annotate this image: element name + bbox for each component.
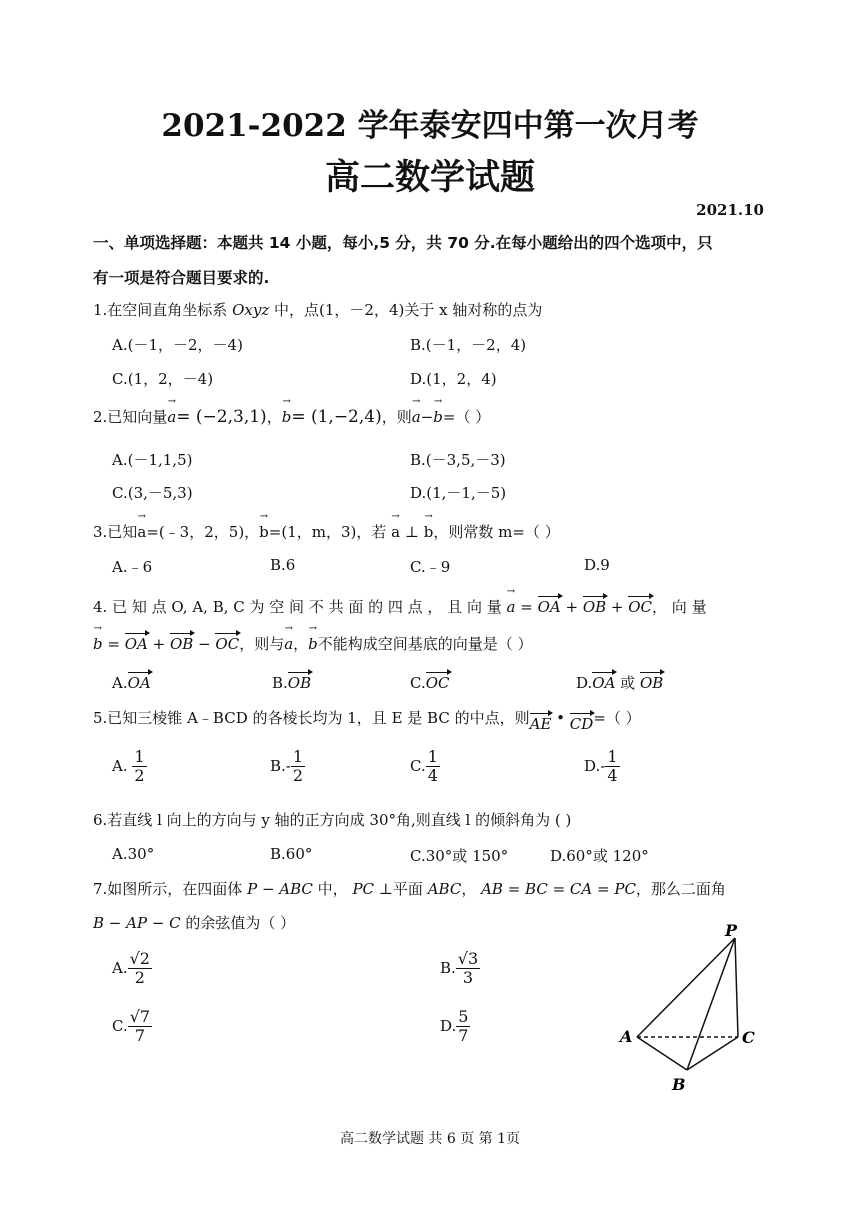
q1-coordinate-system: Oxyz: [232, 301, 270, 319]
q4-stem-c: ，则与: [239, 635, 285, 653]
edge-ab: [637, 1037, 687, 1070]
question-7-option-c: C. $\frac{√7}{7}$: [112, 1007, 151, 1046]
label-a: A: [620, 1027, 633, 1046]
q1-stem-text: 1.在空间直角坐标系: [93, 301, 233, 319]
question-5-option-c: C. $\frac{1}{4}$: [410, 747, 438, 786]
question-1-option-a: A.(－1，－2，－4): [112, 336, 243, 354]
q2-lead: 2.已知向量: [93, 408, 168, 426]
question-4-option-a: A.OA: [112, 670, 151, 692]
question-6-option-a: A.30°: [112, 845, 155, 863]
edge-bc: [687, 1037, 738, 1070]
question-4-option-b: B.OB: [272, 670, 311, 692]
q2-then: ，则: [381, 408, 412, 426]
question-7-option-b: B. $\frac{√3}{3}$: [440, 949, 479, 988]
label-p: P: [725, 921, 738, 940]
q4-stem-e: 不能构成空间基底的向量是（ ）: [317, 635, 533, 653]
question-4-option-d: D.OA 或 OB: [576, 670, 663, 693]
q4-stem-d: ，: [293, 635, 309, 653]
q3-stem-d: ，则常数 m=（ ）: [433, 523, 560, 541]
question-2-option-a: A.(－1,1,5): [112, 451, 193, 469]
question-6-option-b: B.60°: [270, 845, 313, 863]
question-7-option-d: D. $\frac{5}{7}$: [440, 1007, 469, 1046]
question-3-stem: 3.已知→ a=(﹣3，2，5)，→ b=(1，m，3)，若 → a ⊥ → b，则常数 m=（ ）: [93, 520, 560, 542]
edge-pa: [637, 938, 735, 1037]
vector-a: → a: [167, 405, 176, 426]
question-2-option-b: B.(－3,5,－3): [410, 451, 506, 469]
edge-pc: [735, 938, 738, 1037]
question-1-option-b: B.(－1，－2，4): [410, 336, 527, 354]
q2-vector-b-value: = (1,−2,4): [291, 407, 382, 427]
question-1-stem: [93, 299, 542, 320]
vector-ob: OB: [170, 631, 193, 653]
vector-b: → b: [259, 520, 269, 541]
vector-b: → b: [93, 632, 103, 653]
vector-cd: CD: [570, 711, 594, 733]
question-3-option-a: A.﹣6: [112, 558, 153, 576]
question-4-stem-line1: 4. 已 知 点 O, A, B, C 为 空 间 不 共 面 的 四 点 ， 且 向 量 → a = OA + OB + OC， 向 量: [93, 594, 707, 617]
question-6-option-d: D.60°或 120°: [550, 847, 649, 865]
vector-a: → a: [391, 520, 400, 541]
q1-stem-text-tail: 中，点(1，－2，4)关于 x 轴对称的点为: [269, 301, 543, 319]
question-5-option-a: A. $\frac{1}{2}$: [112, 747, 145, 786]
q4-stem-a: 4. 已 知 点 O, A, B, C 为 空 间 不 共 面 的 四 点 ， 且 向 量: [93, 598, 507, 616]
vector-oc: OC: [215, 631, 239, 653]
q2-answer-blank: =（ ）: [442, 408, 491, 426]
vector-oa: OA: [538, 594, 561, 616]
vector-a: → a: [137, 520, 146, 541]
question-3-option-c: C.﹣9: [410, 558, 451, 576]
question-5-stem: 5.已知三棱锥 A﹣BCD 的各棱长均为 1，且 E 是 BC 的中点，则AE • CD=（ ）: [93, 709, 641, 733]
vector-b: → b: [424, 520, 434, 541]
label-c: C: [742, 1028, 755, 1047]
question-2-option-c: C.(3,－5,3): [112, 484, 193, 502]
vector-oc: OC: [628, 594, 652, 616]
exam-date: 2021.10: [696, 201, 764, 219]
vector-a: → a: [412, 405, 421, 426]
vector-b: → b: [308, 632, 318, 653]
q5-stem-a: 5.已知三棱锥 A﹣BCD 的各棱长均为 1，且 E 是 BC 的中点，则: [93, 709, 530, 727]
question-1-option-c: C.(1，2，－4): [112, 370, 214, 388]
question-7-stem-line2: B − AP − C 的余弦值为（ ）: [93, 914, 296, 932]
exam-title: 2021-2022 学年泰安四中第一次月考: [161, 108, 699, 144]
q3-stem-b: =(﹣3，2，5)，: [146, 523, 260, 541]
vector-oa: OA: [125, 631, 148, 653]
vector-a: → a: [284, 632, 293, 653]
question-7-stem-line1: 7.如图所示，在四面体 P − ABC 中， PC ⊥平面 ABC， AB = BC = CA = PC，那么二面角: [93, 880, 726, 898]
edge-pb: [687, 938, 735, 1070]
question-5-option-b: B.- $\frac{1}{2}$: [270, 747, 304, 786]
question-7-option-a: A. $\frac{√2}{2}$: [112, 949, 150, 988]
vector-ae: AE: [530, 711, 552, 733]
question-3-option-d: D.9: [584, 556, 610, 574]
vector-ob: OB: [583, 594, 606, 616]
question-6-stem: 6.若直线 l 向上的方向与 y 轴的正方向成 30°角,则直线 l 的倾斜角为 ( ): [93, 811, 572, 829]
vector-b: → b: [282, 405, 292, 426]
label-b: B: [672, 1075, 686, 1094]
q3-stem-a: 3.已知: [93, 523, 138, 541]
q3-stem-c: =(1，m，3)，若: [268, 523, 392, 541]
question-6-option-c: C.30°或 150°: [410, 847, 509, 865]
vector-b: → b: [433, 405, 443, 426]
question-2-option-d: D.(1,－1,－5): [410, 484, 507, 502]
question-2-stem: 2.已知向量→ a= (−2,3,1)，→ b= (1,−2,4)，则→ a−→ b=（ ）: [93, 405, 490, 427]
q4-stem-b: ， 向 量: [652, 598, 707, 616]
vector-a: → a: [507, 595, 516, 616]
question-5-option-d: D.- $\frac{1}{4}$: [584, 747, 618, 786]
question-4-option-c: C.OC: [410, 670, 450, 692]
q5-stem-b: =（ ）: [593, 709, 641, 727]
tetrahedron-figure: [615, 920, 775, 1095]
question-4-stem-line2: → b = OA + OB − OC，则与→ a，→ b不能构成空间基底的向量是（ ）: [93, 631, 533, 654]
question-1-option-d: D.(1，2，4): [410, 370, 497, 388]
section-instructions-line2: 有一项是符合题目要求的.: [93, 269, 270, 287]
question-3-option-b: B.6: [270, 556, 296, 574]
exam-subtitle: 高二数学试题: [324, 157, 535, 198]
section-instructions-line1: 一、单项选择题：本题共 14 小题，每小,5 分，共 70 分.在每小题给出的四个选项中，只: [93, 234, 713, 252]
q2-vector-a-value: = (−2,3,1): [176, 407, 267, 427]
page-footer: 高二数学试题 共 6 页 第 1页: [339, 1131, 521, 1147]
